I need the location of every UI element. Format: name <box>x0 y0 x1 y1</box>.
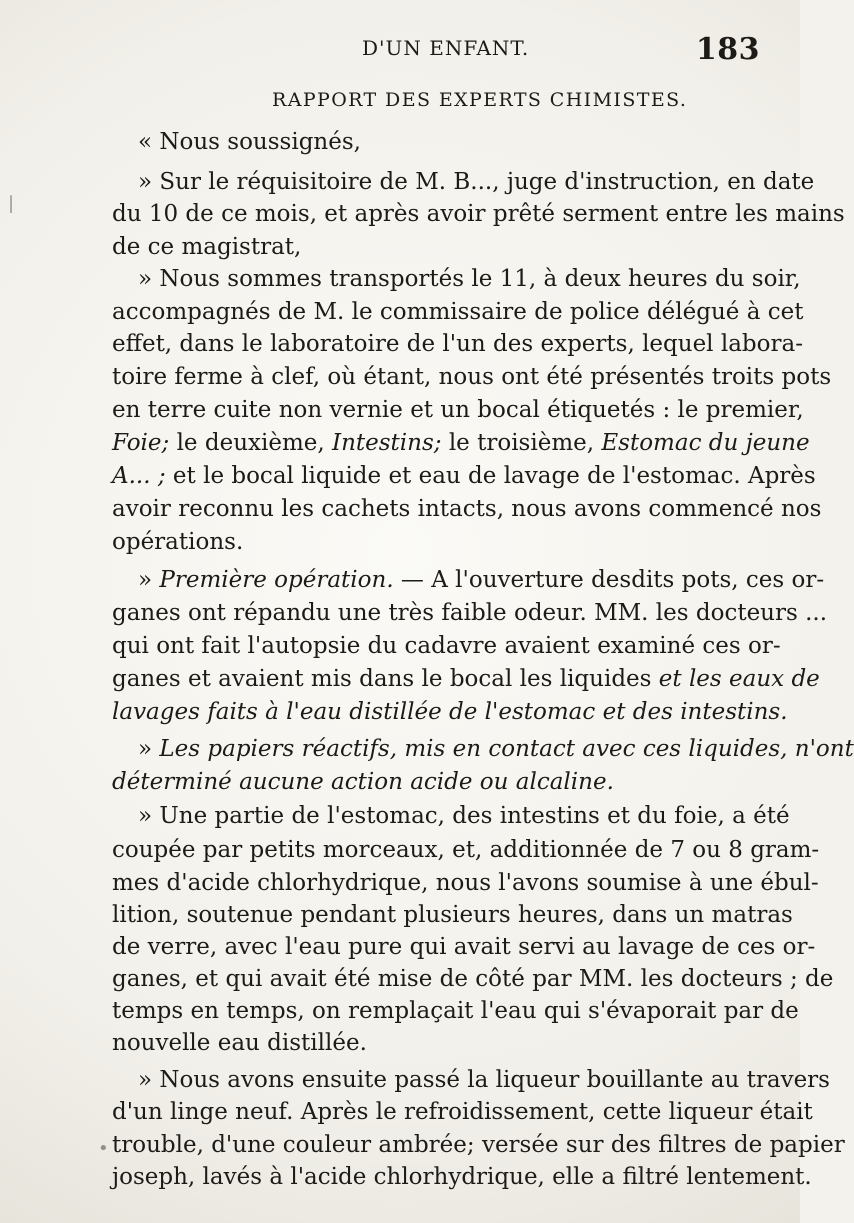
text-line <box>138 564 825 596</box>
running-head: D'UN ENFANT. <box>362 36 530 60</box>
line-text: — A l'ouverture desdits pots, ces or- <box>393 567 825 593</box>
page-number: 183 <box>695 32 760 67</box>
line-text: le deuxième, <box>169 430 332 456</box>
text-line <box>112 427 810 459</box>
text-line: » Nous avons ensuite passé la liqueur bouillante au travers <box>138 1067 830 1093</box>
italic-term: A... ; <box>112 463 166 489</box>
text-line: » Nous sommes transportés le 11, à deux heures du soir, <box>138 266 801 292</box>
italic-term: Intestins; <box>331 430 442 456</box>
text-line <box>112 766 760 798</box>
text-line: opérations. <box>112 529 244 555</box>
italic-text: Les papiers réactifs, mis en contact avec ces liquides, n'ont <box>159 736 854 762</box>
text-line: d'un linge neuf. Après le refroidissement, cette liqueur était <box>112 1099 813 1125</box>
section-title: RAPPORT DES EXPERTS CHIMISTES. <box>272 89 688 111</box>
text-line: mes d'acide chlorhydrique, nous l'avons soumise à une ébul- <box>112 870 819 896</box>
text-line: nouvelle eau distillée. <box>112 1030 367 1056</box>
text-line: joseph, lavés à l'acide chlorhydrique, elle a filtré lentement. <box>112 1164 812 1190</box>
text-line: » Sur le réquisitoire de M. B..., juge d'instruction, en date <box>138 169 815 195</box>
text-line: lition, soutenue pendant plusieurs heures, dans un matras <box>112 902 793 928</box>
text-line: coupée par petits morceaux, et, additionnée de 7 ou 8 gram- <box>112 837 820 863</box>
line-text: ganes et avaient mis dans le bocal les liquides <box>112 666 659 692</box>
italic-text: et les eaux de <box>658 666 820 692</box>
text-line: temps en temps, on remplaçait l'eau qui s'évaporait par de <box>112 998 799 1024</box>
text-line: accompagnés de M. le commissaire de police délégué à cet <box>112 299 804 325</box>
margin-speck: • <box>98 1138 109 1159</box>
text-line <box>112 460 816 492</box>
line-text: et le bocal liquide et eau de lavage de l'estomac. Après <box>165 463 816 489</box>
text-line: avoir reconnu les cachets intacts, nous avons commencé nos <box>112 496 822 522</box>
text-line: toire ferme à clef, où étant, nous ont été présentés troits pots <box>112 364 832 390</box>
text-line: ganes ont répandu une très faible odeur. MM. les docteurs ... <box>112 600 828 626</box>
text-line: « Nous soussignés, <box>138 129 361 155</box>
text-line: du 10 de ce mois, et après avoir prêté serment entre les mains <box>112 201 845 227</box>
text-line: ganes, et qui avait été mise de côté par MM. les docteurs ; de <box>112 966 834 992</box>
text-line: effet, dans le laboratoire de l'un des experts, lequel labora- <box>112 331 803 357</box>
text-line <box>112 696 788 728</box>
text-line: de verre, avec l'eau pure qui avait servi au lavage de ces or- <box>112 934 816 960</box>
italic-text: déterminé aucune action acide ou alcaline. <box>112 769 614 795</box>
text-line: en terre cuite non vernie et un bocal étiquetés : le premier, <box>112 397 804 423</box>
italic-text: lavages faits à l'eau distillée de l'estomac et des intestins. <box>112 699 788 725</box>
text-line <box>112 663 820 695</box>
margin-speck: | <box>8 193 15 214</box>
line-text: le troisième, <box>441 430 602 456</box>
text-line: qui ont fait l'autopsie du cadavre avaient examiné ces or- <box>112 633 781 659</box>
italic-term: Foie; <box>112 430 170 456</box>
text-line <box>138 733 854 765</box>
text-line: de ce magistrat, <box>112 234 302 260</box>
line-text: » <box>138 736 160 762</box>
italic-term: Estomac du jeune <box>601 430 810 456</box>
line-text: » <box>138 567 160 593</box>
page-header <box>112 32 760 67</box>
text-line: trouble, d'une couleur ambrée; versée sur des filtres de papier <box>112 1132 845 1158</box>
italic-heading: Première opération. <box>159 567 394 593</box>
text-line: » Une partie de l'estomac, des intestins et du foie, a été <box>138 803 790 829</box>
